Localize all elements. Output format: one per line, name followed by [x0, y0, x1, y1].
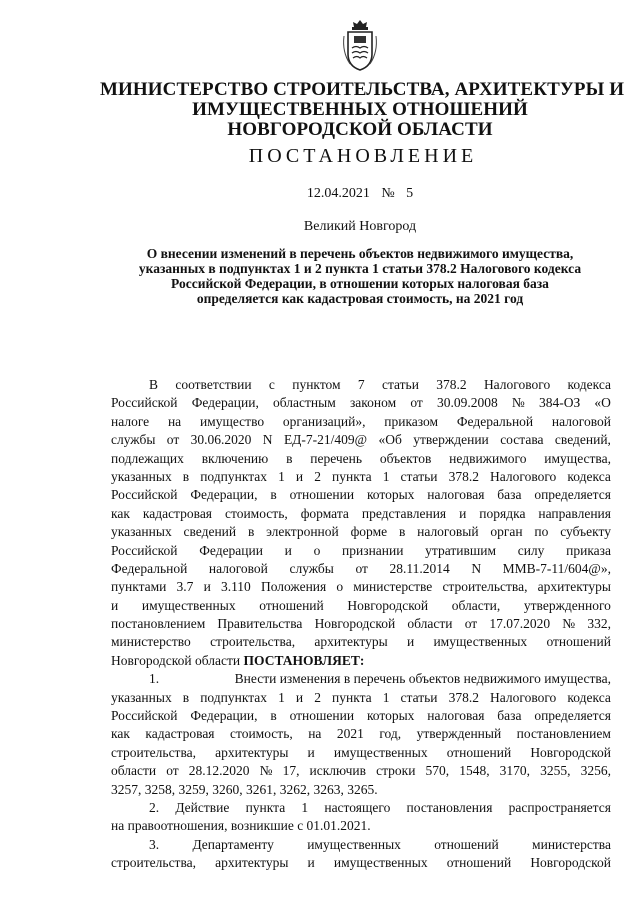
word: областным: [273, 395, 336, 411]
list-item-line: [111, 817, 611, 835]
word: имущество: [199, 413, 265, 429]
word: о: [313, 542, 321, 558]
word: подлежащих: [111, 450, 184, 466]
word: признании: [342, 542, 404, 558]
word: как: [111, 505, 130, 521]
word: кадастровая: [145, 726, 215, 742]
word: определяется: [534, 487, 611, 503]
word: 378.2: [448, 468, 479, 484]
word: «Об: [378, 432, 402, 448]
number-sign: №: [381, 186, 395, 201]
word: на: [308, 726, 322, 742]
word: архитектуры: [537, 579, 611, 595]
body-line: [111, 560, 611, 578]
word: как: [111, 726, 130, 742]
word: с: [268, 377, 275, 392]
body-line: [111, 652, 611, 670]
word: в: [286, 450, 293, 466]
word: от: [166, 432, 180, 448]
body-line: [111, 523, 611, 541]
word: 378.2: [436, 377, 467, 392]
word: Новгородской: [530, 744, 611, 760]
word: которых: [366, 487, 415, 503]
word: пунктом: [292, 377, 341, 392]
novgorod-coat-of-arms-icon: [340, 18, 380, 74]
document-type: ПОСТАНОВЛЕНИЕ: [248, 145, 478, 167]
word: направления: [538, 505, 611, 521]
list-item-line: [111, 725, 611, 743]
word: утвержденный: [416, 726, 502, 742]
word: о: [336, 579, 344, 595]
word: недвижимого: [449, 450, 527, 466]
word: министерстве: [353, 579, 433, 595]
list-item-line: [111, 707, 611, 725]
word: и: [203, 579, 211, 595]
list-item-line: [111, 744, 611, 762]
word: 2: [314, 468, 321, 484]
word: строки: [376, 763, 416, 779]
body-line: [111, 394, 611, 412]
word: субъекту: [560, 524, 611, 540]
word: 28.12.2020: [188, 763, 250, 779]
word: строительства,: [111, 744, 197, 760]
word: Налогового: [490, 468, 557, 484]
word: отношений: [259, 597, 324, 613]
word: 1: [301, 799, 309, 815]
document-number: 5: [406, 186, 414, 201]
word: в: [182, 468, 190, 484]
resolution-keyword: ПОСТАНОВЛЯЕТ:: [243, 652, 365, 668]
word: пункта: [332, 468, 372, 484]
word: в: [270, 487, 277, 503]
word: службы: [111, 432, 156, 448]
word: строительства,: [442, 579, 528, 595]
word: год,: [379, 726, 402, 742]
word: распространяется: [508, 799, 611, 815]
word: формата: [300, 505, 349, 521]
body-text: на правоотношения, возникшие с 01.01.2021.: [111, 818, 371, 834]
word: и: [406, 634, 415, 650]
word: и: [111, 597, 119, 613]
word: министерства: [532, 836, 611, 852]
word: от: [355, 560, 368, 576]
subject-line: указанных в подпунктах 1 и 2 пункта 1 статьи 378.2 Налогового кодекса: [138, 261, 582, 276]
word: министерство: [111, 634, 191, 650]
body-text: Новгородской области: [111, 652, 244, 668]
word: сведений,: [554, 432, 611, 448]
word: Федеральной: [111, 560, 188, 576]
word: 2021: [336, 726, 364, 742]
word: 1: [278, 689, 285, 705]
word: 1548,: [459, 763, 490, 779]
word: статьи: [381, 377, 419, 392]
word: отношений: [446, 744, 512, 760]
word: 3170,: [499, 763, 531, 779]
date-number-line: [280, 186, 440, 202]
word: стоимость,: [229, 726, 293, 742]
city: Великий Новгород: [303, 219, 417, 234]
word: соответствии: [175, 377, 252, 392]
list-item-line: [111, 689, 611, 707]
list-item-line: [111, 781, 611, 799]
word: кодекса: [567, 377, 611, 392]
word: строительства,: [111, 855, 197, 871]
body-line: [111, 578, 611, 596]
word: 30.09.2008: [436, 395, 498, 411]
word: имущества,: [544, 450, 611, 466]
word: 3256,: [580, 763, 611, 779]
word: Федеральной: [456, 413, 534, 429]
word: утратившим: [425, 542, 497, 558]
word: Федерации,: [190, 708, 258, 724]
word: 570,: [425, 763, 450, 779]
word: база: [497, 487, 522, 503]
word: области,: [451, 597, 501, 613]
list-item-line: [111, 670, 611, 688]
word: Внести изменения в перечень объектов недвижимого имущества,: [234, 671, 611, 687]
word: Положения: [260, 579, 327, 595]
word: Новгородской: [314, 616, 396, 632]
subject-line: О внесении изменений в перечень объектов недвижимого имущества,: [146, 246, 574, 261]
word: 3.110: [220, 579, 251, 595]
word: пункта: [332, 689, 372, 705]
word: ЕД-7-21/409@: [283, 432, 368, 448]
word: исключив: [309, 763, 367, 779]
word: 332,: [587, 616, 611, 632]
word: от: [166, 763, 179, 779]
word: электронной: [266, 524, 339, 540]
word: Российской: [111, 708, 178, 724]
word: 3255,: [540, 763, 571, 779]
word: №: [511, 395, 525, 411]
word: области: [111, 763, 157, 779]
word: Новгородской: [347, 597, 429, 613]
ministry-title: [100, 79, 625, 140]
word: N: [262, 432, 273, 448]
word: по: [534, 524, 549, 540]
word: имущественных: [333, 855, 428, 871]
word: утверждении: [413, 432, 489, 448]
word: включению: [201, 450, 269, 466]
word: указанных: [111, 689, 172, 705]
word: отношении: [289, 708, 355, 724]
word: налоговый: [417, 524, 479, 540]
body-line: [111, 413, 611, 431]
word: архитектуры: [314, 634, 388, 650]
word: Новгородской: [530, 855, 611, 871]
word: службы: [289, 560, 334, 576]
word: Федерации: [199, 542, 263, 558]
word: 3.: [149, 836, 160, 852]
word: отношений: [434, 836, 499, 852]
word: определяется: [534, 708, 611, 724]
word: 378.2: [448, 689, 479, 705]
word: налоговая: [427, 708, 485, 724]
ministry-line: ИМУЩЕСТВЕННЫХ ОТНОШЕНИЙ: [192, 99, 528, 120]
word: «О: [594, 395, 611, 411]
word: имущественных: [433, 634, 528, 650]
word: 1: [278, 468, 285, 484]
word: Департаменту: [192, 836, 274, 852]
word: налоговой: [551, 413, 611, 429]
word: 17,: [282, 763, 300, 779]
word: форме: [350, 524, 388, 540]
word: имущественных: [141, 597, 236, 613]
word: настоящего: [324, 799, 391, 815]
word: налоге: [111, 413, 150, 429]
word: №: [562, 616, 576, 632]
body-line: [111, 542, 611, 560]
word: архитектуры: [215, 855, 289, 871]
word: Налогового: [490, 689, 557, 705]
list-item-line: [111, 799, 611, 817]
word: и: [307, 855, 315, 871]
word: от: [410, 395, 423, 411]
list-item-line: [111, 762, 611, 780]
word: постановления: [406, 799, 493, 815]
word: отношении: [289, 487, 355, 503]
word: подпунктах: [200, 468, 268, 484]
word: 1.: [149, 671, 160, 687]
word: налоговая: [427, 487, 485, 503]
word: приказа: [566, 542, 611, 558]
word: и: [284, 542, 292, 558]
body-line: [111, 468, 611, 486]
document-subject: [100, 246, 620, 306]
word: статьи: [400, 468, 438, 484]
word: 17.07.2020: [489, 616, 551, 632]
word: силу: [517, 542, 545, 558]
body-line: [111, 376, 611, 394]
word: 1: [382, 468, 390, 484]
word: и: [459, 505, 467, 521]
word: порядка: [479, 505, 526, 521]
word: представления: [361, 505, 447, 521]
word: утвержденного: [523, 597, 611, 613]
word: Действие: [175, 799, 230, 815]
document-date: 12.04.2021: [306, 186, 370, 201]
word: ММВ-7-11/604@»,: [502, 560, 611, 576]
word: 30.06.2020: [190, 432, 252, 448]
word: 2.: [149, 799, 160, 815]
word: Федерации,: [190, 487, 258, 503]
body-line: [111, 633, 611, 651]
body-text: 3257, 3258, 3259, 3260, 3261, 3262, 3263, 3265.: [111, 781, 378, 797]
word: 1: [382, 689, 390, 705]
word: имущественных: [333, 744, 428, 760]
word: пунктами: [111, 579, 167, 595]
subject-line: Российской Федерации, в отношении которых налоговая база: [171, 276, 549, 291]
word: статьи: [400, 689, 438, 705]
word: 28.11.2014: [389, 560, 450, 576]
word: Российской: [111, 395, 178, 411]
word: В: [149, 377, 159, 392]
list-item-line: [111, 854, 611, 872]
word: приказом: [384, 413, 439, 429]
word: и: [307, 744, 315, 760]
word: состава: [500, 432, 544, 448]
word: сведений: [183, 524, 237, 540]
body-line: [111, 615, 611, 633]
body-line: [111, 450, 611, 468]
word: налоговой: [208, 560, 268, 576]
word: подпунктах: [200, 689, 268, 705]
word: 2: [314, 689, 321, 705]
word: указанных: [111, 468, 172, 484]
word: имущественных: [307, 836, 401, 852]
word: 7: [357, 377, 365, 392]
word: области: [407, 616, 453, 632]
body-line: [111, 505, 611, 523]
word: N: [471, 560, 482, 576]
word: и: [295, 468, 304, 484]
word: строительства,: [210, 634, 296, 650]
body-line: [111, 486, 611, 504]
word: кодекса: [567, 468, 611, 484]
word: Российской: [111, 542, 178, 558]
word: стоимость,: [224, 505, 288, 521]
subject-line: определяется как кадастровая стоимость, на 2021 год: [196, 291, 524, 306]
word: Налогового: [483, 377, 551, 392]
word: на: [167, 413, 182, 429]
ministry-line: МИНИСТЕРСТВО СТРОИТЕЛЬСТВА, АРХИТЕКТУРЫ И: [100, 79, 625, 100]
word: организаций»,: [282, 413, 366, 429]
word: в: [247, 524, 255, 540]
word: перечень: [310, 450, 363, 466]
word: Федерации,: [191, 395, 259, 411]
list-item-line: [111, 836, 611, 854]
word: в: [398, 524, 406, 540]
word: база: [497, 708, 522, 724]
word: кадастровая: [142, 505, 213, 521]
document-body: [111, 376, 611, 873]
word: 3.7: [176, 579, 194, 595]
ministry-line: НОВГОРОДСКОЙ ОБЛАСТИ: [227, 119, 493, 140]
word: и: [295, 689, 304, 705]
word: кодекса: [567, 689, 611, 705]
word: от: [464, 616, 478, 632]
word: в: [270, 708, 277, 724]
body-line: [111, 431, 611, 449]
word: Правительства: [217, 616, 303, 632]
word: архитектуры: [215, 744, 289, 760]
word: объектов: [379, 450, 432, 466]
body-line: [111, 597, 611, 615]
word: в: [182, 689, 190, 705]
word: указанных: [111, 524, 172, 540]
word: законом: [349, 395, 397, 411]
word: которых: [366, 708, 415, 724]
word: №: [259, 763, 273, 779]
word: отношений: [446, 855, 512, 871]
word: постановлением: [111, 616, 206, 632]
word: отношений: [546, 634, 611, 650]
word: 384-ОЗ: [538, 395, 581, 411]
word: орган: [490, 524, 523, 540]
word: постановлением: [516, 726, 611, 742]
word: Российской: [111, 487, 178, 503]
word: пункта: [245, 799, 286, 815]
